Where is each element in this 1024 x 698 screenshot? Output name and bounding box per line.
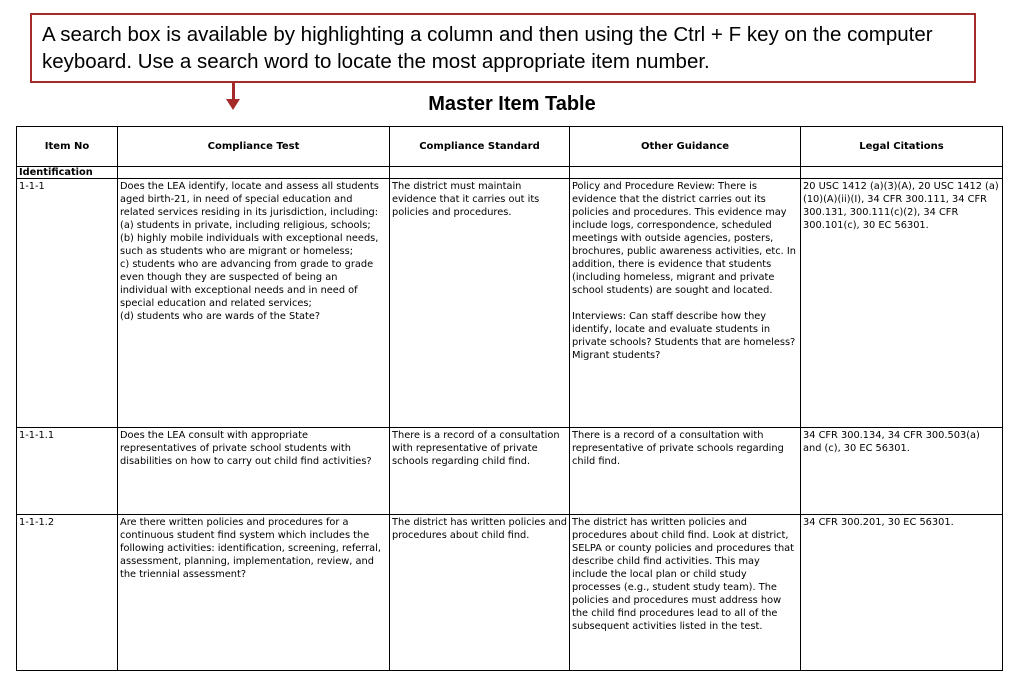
- header-compliance-standard: Compliance Standard: [390, 127, 570, 167]
- other-guidance-cell: [570, 179, 801, 428]
- header-item-no: Item No: [17, 127, 118, 167]
- header-legal-citations: Legal Citations: [801, 127, 1003, 167]
- legal-citations-cell: 34 CFR 300.134, 34 CFR 300.503(a) and (c), 30 EC 56301.: [801, 428, 1003, 515]
- header-compliance-test: Compliance Test: [118, 127, 390, 167]
- table-row: [17, 428, 1003, 515]
- page-title: Master Item Table: [428, 93, 596, 115]
- master-item-table: [16, 126, 1003, 671]
- compliance-test-cell: Are there written policies and procedures for a continuous student find system which includes the following activities: identification, screening, referral, assessment, planning, implementation, review, and the triennial assessment?: [118, 514, 390, 670]
- item-no-cell: 1-1-1.2: [17, 514, 118, 670]
- other-guidance-cell: The district has written policies and procedures about child find. Look at district, SELPA or county policies and procedures that describe child find activities. This may include the local plan or child study processes (e.g., student study team). The policies and procedures must address how the child find procedures lead to all of the subsequent activities listed in the test.: [570, 514, 801, 670]
- table-row: [17, 179, 1003, 428]
- legal-citations-cell: 20 USC 1412 (a)(3)(A), 20 USC 1412 (a)(10)(A)(ii)(I), 34 CFR 300.111, 34 CFR 300.131, 300.111(c)(2), 34 CFR 300.101(c), 30 EC 56301.: [801, 179, 1003, 428]
- guidance-paragraph: Policy and Procedure Review: There is evidence that the district carries out its policies and procedures. This evidence may include logs, correspondence, scheduled meetings with outside agencies, posters, brochures, public awareness activities, etc. In addition, there is evidence that students (including homeless, migrant and private school students) are sought and located.: [572, 181, 796, 297]
- table-row: [17, 514, 1003, 670]
- table-header-row: [17, 127, 1003, 167]
- item-no-cell: 1-1-1: [17, 179, 118, 428]
- other-guidance-cell: There is a record of a consultation with representative of private schools regarding child find.: [570, 428, 801, 515]
- instruction-text: A search box is available by highlighting a column and then using the Ctrl + F key on the computer keyboard. Use a search word to locate the most appropriate item number.: [42, 23, 933, 73]
- compliance-test-cell: Does the LEA identify, locate and assess all students aged birth-21, in need of special education and related services residing in its jurisdiction, including: (a) students in private, including religious, schools; (b) highly mobile individuals with exceptional needs, such as students who are migrant or homeless; c) students who are advancing from grade to grade even though they are suspected of being an individual with exceptional needs and in need of special education and related services; (d) students who are wards of the State?: [118, 179, 390, 428]
- section-row: [17, 167, 1003, 179]
- compliance-test-cell: Does the LEA consult with appropriate representatives of private school students with disabilities on how to carry out child find activities?: [118, 428, 390, 515]
- compliance-standard-cell: There is a record of a consultation with representative of private schools regarding child find.: [390, 428, 570, 515]
- legal-citations-cell: 34 CFR 300.201, 30 EC 56301.: [801, 514, 1003, 670]
- compliance-standard-cell: The district must maintain evidence that it carries out its policies and procedures.: [390, 179, 570, 428]
- guidance-paragraph: Interviews: Can staff describe how they identify, locate and evaluate students in private schools? Students that are homeless? Migrant students?: [572, 311, 796, 362]
- section-label: Identification: [17, 167, 118, 179]
- item-no-cell: 1-1-1.1: [17, 428, 118, 515]
- header-other-guidance: Other Guidance: [570, 127, 801, 167]
- compliance-standard-cell: The district has written policies and procedures about child find.: [390, 514, 570, 670]
- instruction-callout: [30, 13, 976, 83]
